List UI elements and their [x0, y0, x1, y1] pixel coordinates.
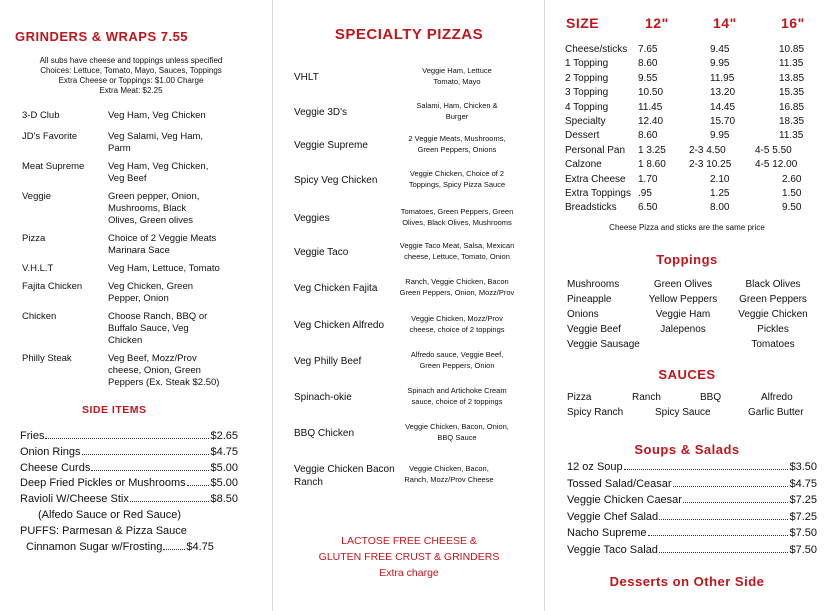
specialty-name: Veggie Taco	[294, 247, 349, 258]
size-row-label: Specialty	[565, 115, 606, 127]
soups-title: Soups & Salads	[634, 442, 740, 457]
note-line: All subs have cheese and toppings unless specified	[39, 56, 223, 65]
price-cell: 9.95	[710, 58, 730, 70]
size-price-table	[565, 43, 817, 216]
grinder-desc-line: Veg Salami, Veg Ham,	[108, 131, 204, 142]
note-line: Extra Cheese or Toppings: $1.00 Charge	[58, 76, 204, 85]
price-cell: 9.95	[710, 130, 730, 142]
specialty-name-line: Veggie Chicken Bacon	[294, 464, 395, 475]
grinder-desc	[108, 131, 203, 155]
specialty-desc-line: Salami, Ham, Chicken &	[416, 101, 498, 110]
grinder-name: JD's Favorite	[22, 131, 78, 142]
price-cell: 8.60	[638, 130, 658, 142]
soup-item: Veggie Taco Salad $7.50	[567, 543, 817, 556]
specialty-name: Veg Philly Beef	[294, 356, 362, 367]
price-cell: 14.45	[710, 101, 736, 113]
side-item: Ravioli W/Cheese Stix $8.50	[20, 493, 238, 506]
grinder-desc-line: Mushrooms, Black	[108, 203, 187, 214]
specialty-desc-line: Spinach and Artichoke Cream	[407, 386, 507, 395]
toppings-col-2	[641, 277, 725, 337]
size-row-label: Extra Cheese	[565, 173, 626, 185]
size-header-12: 12"	[645, 15, 669, 31]
topping-item: Veggie Beef	[567, 324, 621, 335]
soup-item: 12 oz Soup $3.50	[567, 461, 817, 473]
sauce-alfredo: Alfredo	[761, 392, 793, 403]
grinder-desc-line: Chicken	[108, 335, 143, 346]
grinder-desc-line: Veg Beef	[108, 173, 147, 184]
size-row	[565, 72, 817, 86]
size-header-16: 16"	[781, 15, 805, 31]
price-cell: 1.70	[638, 173, 658, 185]
specialty-desc-line: Alfredo sauce, Veggie Beef,	[410, 350, 504, 359]
grinder-item	[22, 131, 262, 155]
specialty-desc-line: Toppings, Spicy Pizza Sauce	[408, 180, 506, 189]
topping-item: Pickles	[757, 324, 789, 335]
price-cell: 2-3 4.50	[689, 144, 726, 156]
specialty-desc-line: cheese, Lettuce, Tomato, Onion	[404, 252, 510, 261]
footer-line: LACTOSE FREE CHEESE &	[341, 535, 477, 547]
grinder-desc-line: Pepper, Onion	[108, 293, 169, 304]
grinder-desc-line: Veg Chicken, Green	[108, 281, 194, 292]
specialty-desc	[381, 65, 533, 87]
price-cell: 2.10	[710, 173, 730, 185]
grinder-desc-line: Peppers (Ex. Steak $2.50)	[108, 377, 220, 388]
grinder-desc	[108, 281, 193, 305]
size-row	[565, 43, 817, 57]
side-item: Fries $2.65	[20, 430, 238, 442]
specialty-desc-line: Ranch, Veggie Chicken, Bacon	[405, 277, 509, 286]
side-items-list	[20, 429, 238, 555]
grinder-desc-line: Veg Beef, Mozz/Prov	[108, 353, 197, 364]
size-note: Cheese Pizza and sticks are the same price	[609, 223, 765, 232]
grinder-desc-line: Choice of 2 Veggie Meats	[108, 233, 217, 244]
toppings-col-1	[567, 277, 643, 352]
specialty-desc	[381, 385, 533, 407]
panel-grinders	[0, 0, 272, 611]
specialty-desc-line: 2 Veggie Meats, Mushrooms,	[408, 134, 506, 143]
price-cell: 15.35	[779, 87, 805, 99]
size-row-calzone	[565, 158, 817, 172]
specialty-desc	[381, 133, 533, 155]
specialty-desc-line: Veggie Taco Meat, Salsa, Mexican	[399, 241, 515, 250]
specialty-desc-line: Ranch, Mozz/Prov Cheese	[404, 475, 494, 484]
topping-item: Veggie Ham	[655, 309, 711, 320]
specialty-desc-line: Burger	[445, 112, 469, 121]
puffs-line: PUFFS: Parmesan & Pizza Sauce	[20, 524, 187, 537]
specialty-desc-line: Veggie Ham, Lettuce	[422, 66, 492, 75]
topping-item: Veggie Sausage	[567, 339, 640, 350]
topping-item: Green Peppers	[739, 294, 807, 305]
grinder-desc-line: Veg Ham, Veg Chicken	[108, 110, 206, 121]
puffs-cinnamon: Cinnamon Sugar w/Frosting $4.75	[26, 540, 214, 553]
sauce-bbq: BBQ	[700, 392, 722, 403]
specialty-name: BBQ Chicken	[294, 428, 355, 439]
toppings-col-3	[731, 277, 815, 352]
topping-item: Jalepenos	[660, 324, 706, 335]
topping-item: Black Olives	[745, 279, 801, 290]
soups-list	[567, 459, 817, 558]
specialty-name: VHLT	[294, 72, 319, 83]
specialty-desc	[381, 313, 533, 335]
price-cell: 4-5 12.00	[755, 159, 798, 171]
grinders-list	[22, 110, 262, 395]
note-line: Extra Meat: $2.25	[99, 86, 163, 95]
grinder-name: Chicken	[22, 311, 57, 322]
footer-line: Extra charge	[379, 567, 439, 579]
specialty-desc-line: Green Peppers, Onion	[419, 361, 495, 370]
size-row	[565, 129, 817, 143]
grinder-item	[22, 281, 262, 305]
grinder-name: Philly Steak	[22, 353, 72, 364]
size-row	[565, 173, 817, 187]
sauce-ranch: Ranch	[632, 392, 661, 403]
price-cell: 2.60	[782, 173, 802, 185]
specialty-desc-line: cheese, choice of 2 toppings	[409, 325, 505, 334]
grinder-desc-line: Choose Ranch, BBQ or	[108, 311, 208, 322]
grinder-item	[22, 110, 262, 122]
price-cell: 8.00	[710, 202, 730, 214]
ravioli-note: (Alfedo Sauce or Red Sauce)	[38, 508, 182, 521]
grinder-name: V.H.L.T	[22, 263, 54, 274]
size-row	[565, 201, 817, 215]
sauce-pizza: Pizza	[567, 392, 592, 403]
grinder-name: Meat Supreme	[22, 161, 85, 172]
specialty-desc	[381, 206, 533, 228]
price-cell: 12.40	[638, 115, 664, 127]
price-cell: 11.35	[779, 130, 804, 142]
specialty-name-line: Ranch	[294, 477, 323, 488]
grinder-desc-line: Buffalo Sauce, Veg	[108, 323, 189, 334]
price-cell: 6.50	[638, 202, 658, 214]
side-item: Deep Fried Pickles or Mushrooms $5.00	[20, 477, 238, 490]
topping-item: Pineapple	[567, 294, 612, 305]
size-row-label: 4 Topping	[565, 101, 609, 113]
size-row-label: Extra Toppings	[565, 187, 631, 199]
price-cell: 4-5 5.50	[755, 144, 792, 156]
price-cell: 1.50	[782, 187, 802, 199]
sauce-garlic-butter: Garlic Butter	[748, 407, 804, 418]
soup-item: Nacho Supreme $7.50	[567, 527, 817, 539]
specialty-desc-line: Tomatoes, Green Peppers, Green	[400, 207, 514, 216]
size-row	[565, 187, 817, 201]
side-items-title: SIDE ITEMS	[82, 404, 147, 416]
price-cell: 9.50	[782, 202, 802, 214]
grinder-desc-line: Marinara Sace	[108, 245, 170, 256]
grinder-desc-line: Olives, Green olives	[108, 215, 194, 226]
size-row	[565, 86, 817, 100]
specialty-desc	[395, 463, 503, 485]
topping-item: Green Olives	[653, 279, 713, 290]
size-row-personal-pan	[565, 144, 817, 158]
soup-item: Tossed Salad/Ceasar $4.75	[567, 477, 817, 490]
grinder-desc	[108, 233, 216, 257]
specialty-desc	[381, 100, 533, 122]
specialty-desc-line: Green Peppers, Onion, Mozz/Prov	[399, 288, 515, 297]
grinder-item	[22, 311, 262, 347]
specialty-desc-line: Tomato, Mayo	[433, 77, 481, 86]
note-line: Choices: Lettuce, Tomato, Mayo, Sauces, Toppings	[40, 66, 222, 75]
size-row-label: Breadsticks	[565, 202, 617, 214]
specialty-name: Veg Chicken Fajita	[294, 283, 378, 294]
specialty-title: SPECIALTY PIZZAS	[334, 26, 484, 43]
specialty-name: Spicy Veg Chicken	[294, 175, 378, 186]
price-cell: 9.45	[710, 44, 730, 55]
soup-item: Veggie Chicken Caesar $7.25	[567, 494, 817, 506]
topping-item: Onions	[567, 309, 599, 320]
price-cell: 11.45	[638, 101, 663, 113]
grinder-desc	[108, 263, 220, 275]
size-row	[565, 115, 817, 129]
desserts-note: Desserts on Other Side	[609, 574, 765, 589]
grinder-desc-line: Green pepper, Onion,	[108, 191, 200, 202]
side-item: Cheese Curds $5.00	[20, 461, 238, 474]
specialty-desc-line: Olives, Black Olives, Mushrooms	[402, 218, 512, 227]
grinder-desc	[108, 191, 199, 227]
panel-specialty	[272, 0, 545, 611]
grinder-item	[22, 353, 262, 389]
specialty-desc-line: Veggie Chicken, Choice of 2	[409, 169, 505, 178]
specialty-name: Veg Chicken Alfredo	[294, 320, 385, 331]
price-cell: 13.20	[710, 87, 736, 99]
price-cell: 9.55	[638, 72, 658, 84]
price-cell: 10.50	[638, 87, 664, 99]
grinder-name: Pizza	[22, 233, 46, 244]
size-row-label: Calzone	[565, 159, 602, 171]
size-row-label: Cheese/sticks	[565, 44, 628, 55]
specialty-desc-line: Green Peppers, Onions	[417, 145, 497, 154]
grinder-name: Fajita Chicken	[22, 281, 83, 292]
specialty-name: Spinach-okie	[294, 392, 352, 403]
size-row-label: Dessert	[565, 130, 600, 142]
specialty-desc-line: Veggie Chicken, Bacon,	[409, 464, 489, 473]
specialty-name: Veggie 3D's	[294, 107, 348, 118]
specialty-desc-line: Veggie Chicken, Mozz/Prov	[411, 314, 503, 323]
grinder-desc	[108, 311, 207, 347]
grinder-desc-line: Veg Ham, Lettuce, Tomato	[108, 263, 220, 274]
grinder-desc	[108, 110, 206, 122]
price-cell: 1.25	[710, 187, 730, 199]
price-cell: 1 3.25	[638, 144, 666, 156]
grinder-desc	[108, 353, 219, 389]
specialty-footer	[273, 533, 545, 581]
specialty-desc	[381, 276, 533, 298]
grinder-desc-line: Veg Ham, Veg Chicken,	[108, 161, 209, 172]
grinder-desc	[108, 161, 208, 185]
topping-item: Tomatoes	[751, 339, 795, 350]
grinder-desc-line: cheese, Onion, Green	[108, 365, 201, 376]
price-cell: 13.85	[779, 72, 805, 84]
sauces-title: SAUCES	[658, 367, 716, 382]
price-cell: .95	[638, 187, 652, 199]
size-row-label: 1 Topping	[565, 58, 609, 70]
price-cell: 7.65	[638, 44, 658, 55]
size-row-label: 3 Topping	[565, 87, 609, 99]
panel-sizes	[544, 0, 828, 611]
grinders-title: GRINDERS & WRAPS 7.55	[15, 29, 189, 44]
footer-line: GLUTEN FREE CRUST & GRINDERS	[318, 551, 500, 563]
size-row-label: Personal Pan	[565, 144, 626, 156]
grinder-desc-line: Parm	[108, 143, 131, 154]
price-cell: 1 8.60	[638, 159, 666, 171]
size-header-label: SIZE	[566, 15, 600, 31]
specialty-desc	[381, 168, 533, 190]
price-cell: 10.85	[779, 44, 805, 55]
specialty-name: Veggies	[294, 213, 330, 224]
size-row-label: 2 Topping	[565, 72, 609, 84]
sauce-spicy-ranch: Spicy Ranch	[567, 407, 624, 418]
topping-item: Mushrooms	[567, 279, 620, 290]
toppings-title: Toppings	[656, 252, 718, 267]
grinder-item	[22, 161, 262, 185]
grinder-item	[22, 191, 262, 227]
grinder-item	[22, 263, 262, 275]
grinder-item	[22, 233, 262, 257]
specialty-desc	[381, 240, 533, 262]
price-cell: 2-3 10.25	[689, 159, 732, 171]
specialty-desc	[381, 349, 533, 371]
grinders-notes	[10, 56, 252, 96]
grinder-name: 3-D Club	[22, 110, 60, 121]
price-cell: 15.70	[710, 115, 736, 127]
price-cell: 11.35	[779, 58, 804, 70]
specialty-desc-line: sauce, choice of 2 toppings	[411, 397, 503, 406]
specialty-desc	[381, 421, 533, 443]
price-cell: 8.60	[638, 58, 658, 70]
sauce-spicy-sauce: Spicy Sauce	[655, 407, 711, 418]
size-header-14: 14"	[713, 15, 737, 31]
specialty-desc-line: Veggie Chicken, Bacon, Onion,	[405, 422, 509, 431]
specialty-desc-line: BBQ Sauce	[437, 433, 477, 442]
price-cell: 18.35	[779, 115, 805, 127]
size-row	[565, 57, 817, 71]
soup-item: Veggie Chef Salad $7.25	[567, 510, 817, 523]
grinder-name: Veggie	[22, 191, 52, 202]
specialty-name	[294, 463, 395, 489]
topping-item: Yellow Peppers	[648, 294, 718, 305]
specialty-name: Veggie Supreme	[294, 140, 368, 151]
side-item: Onion Rings $4.75	[20, 445, 238, 458]
price-cell: 16.85	[779, 101, 805, 113]
price-cell: 11.95	[710, 72, 735, 84]
topping-item: Veggie Chicken	[738, 309, 808, 320]
size-row	[565, 101, 817, 115]
